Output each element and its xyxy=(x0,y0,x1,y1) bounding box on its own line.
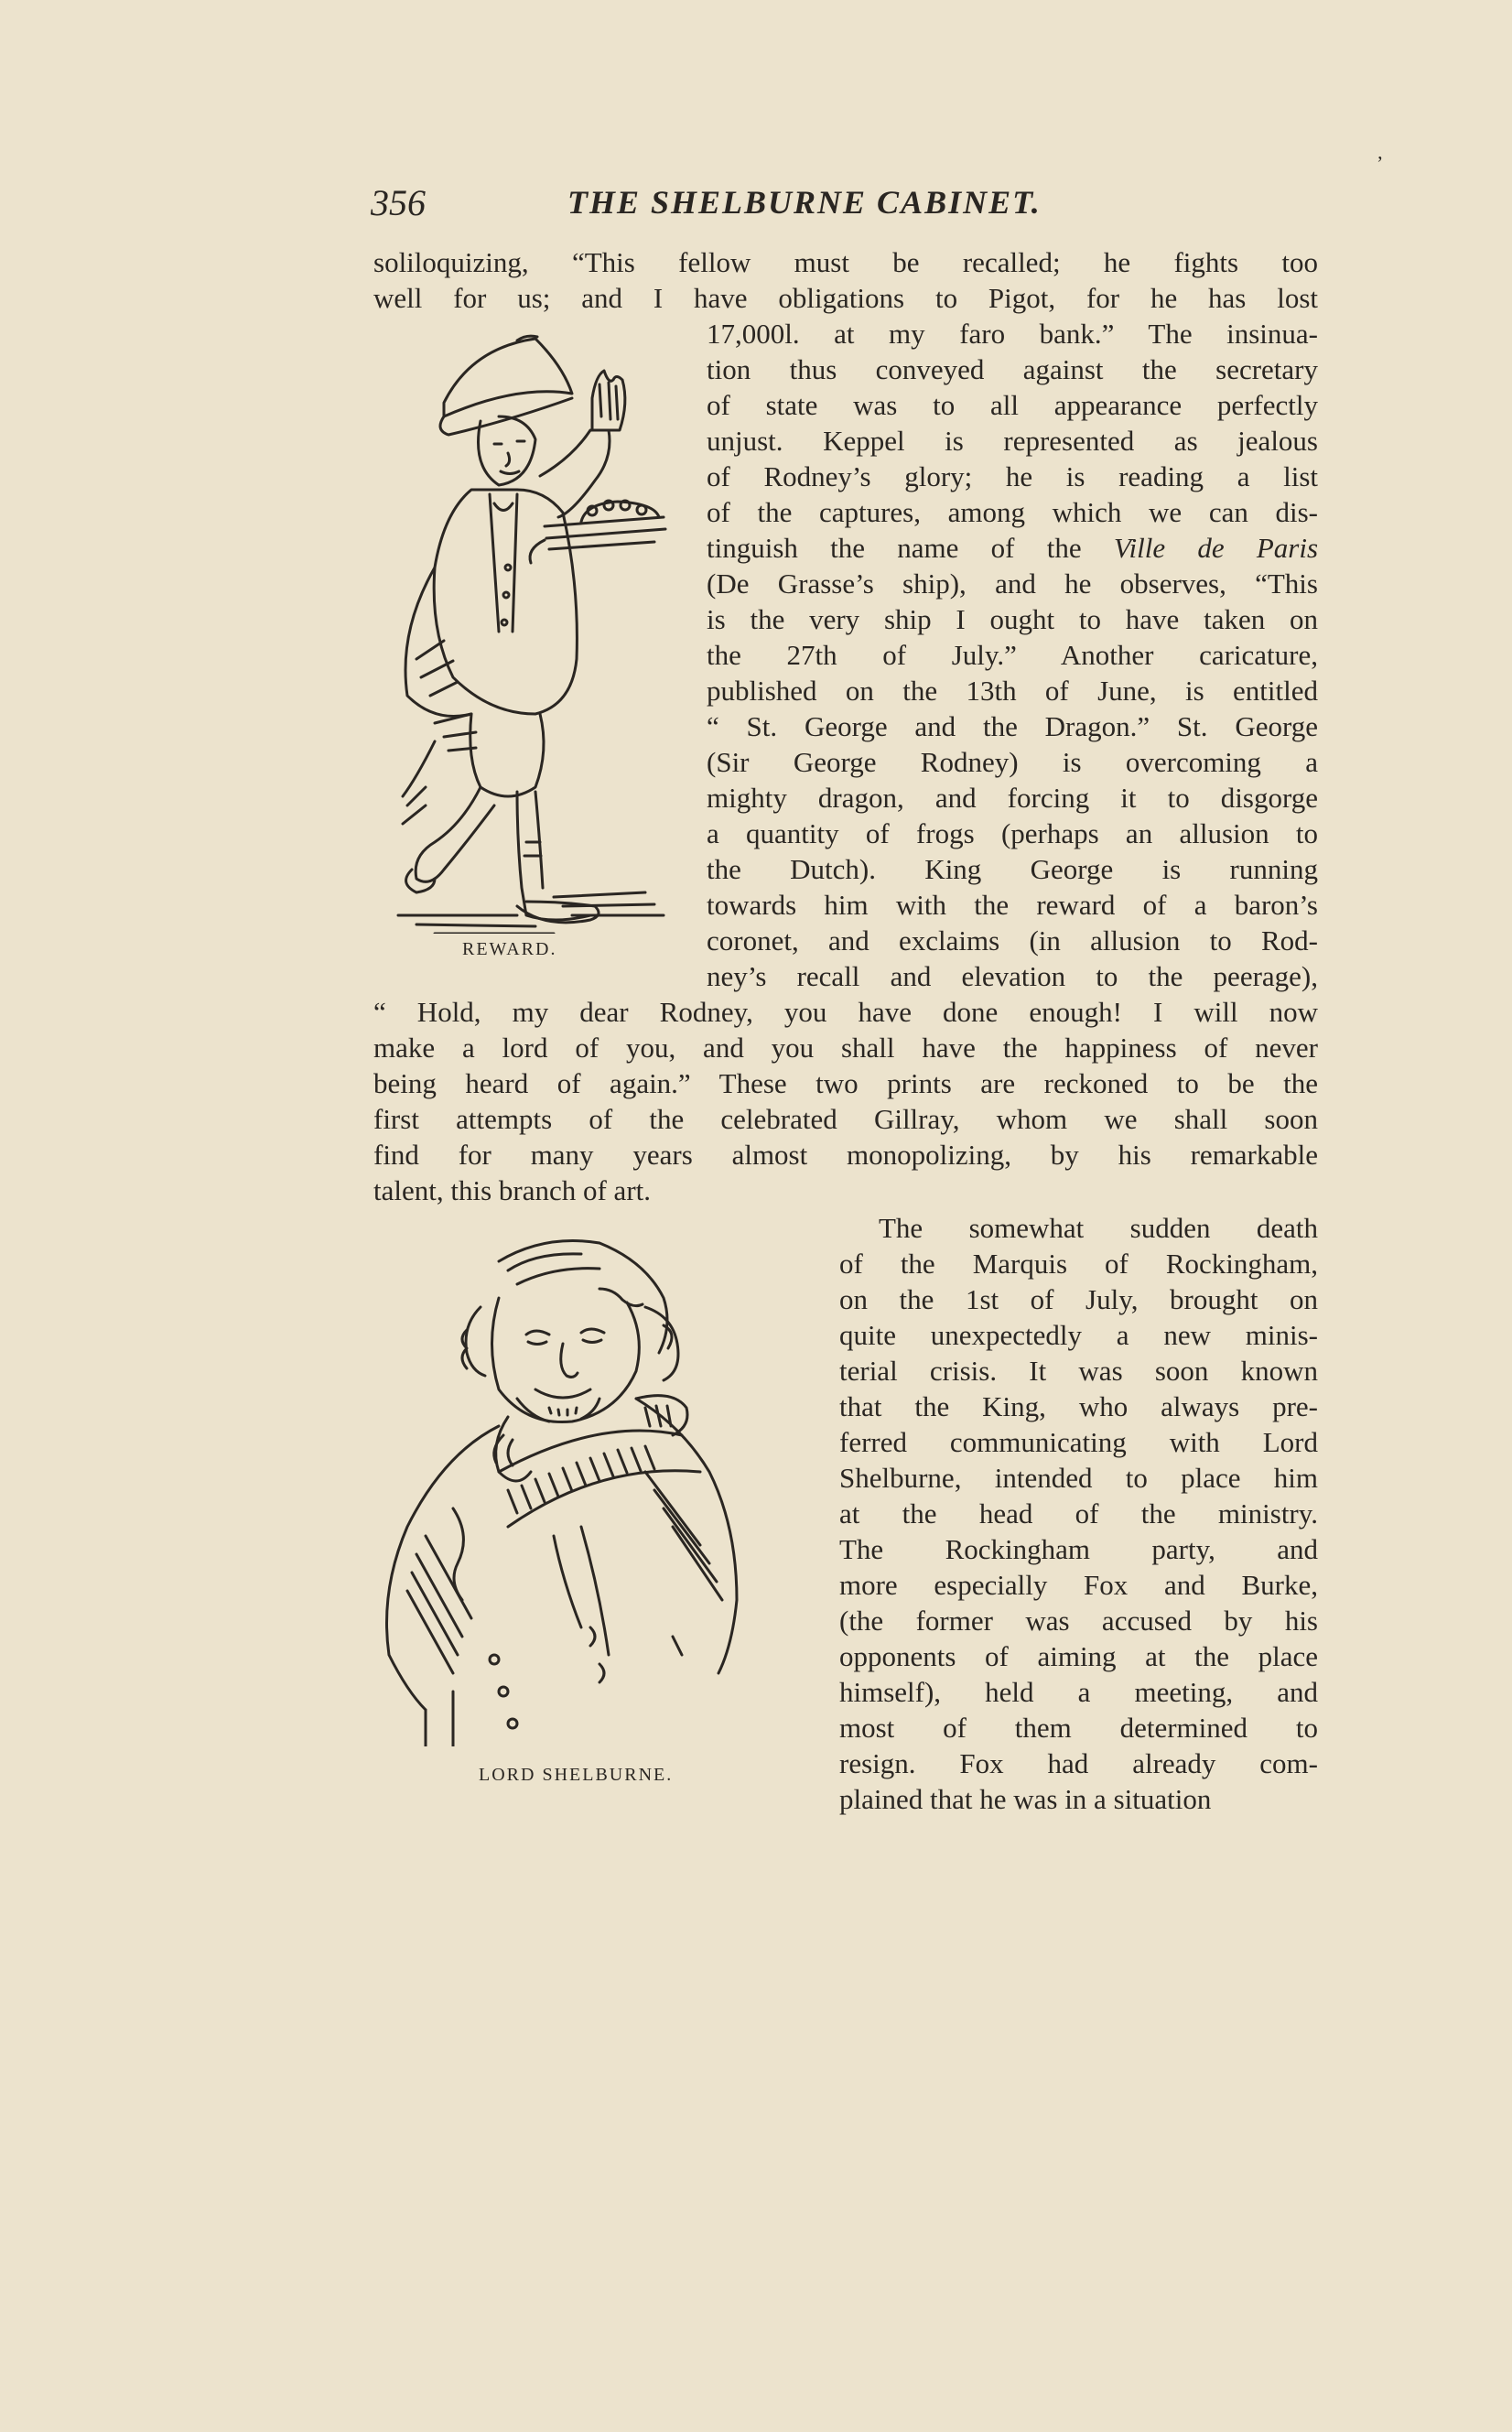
text-line: resign. Fox had already com- xyxy=(839,1747,1318,1779)
figure-caption: LORD SHELBURNE. xyxy=(479,1765,674,1785)
text-line: 17,000l. at my faro bank.” The insinua- xyxy=(707,318,1318,350)
text-line: towards him with the reward of a baron’s xyxy=(707,889,1318,921)
text-line: find for many years almost monopolizing, by his remarkable xyxy=(373,1139,1318,1171)
text-line: opponents of aiming at the place xyxy=(839,1640,1318,1672)
page-header xyxy=(371,181,1313,229)
text-line: that the King, who always pre- xyxy=(839,1390,1318,1422)
text-line: is the very ship I ought to have taken on xyxy=(707,603,1318,635)
text-line: a quantity of frogs (perhaps an allusion to xyxy=(707,817,1318,849)
ship-name: Ville de Paris xyxy=(1113,532,1319,564)
text-line: make a lord of you, and you shall have the happiness of never xyxy=(373,1032,1318,1064)
text-line: coronet, and exclaims (in allusion to Rod- xyxy=(707,924,1318,957)
text-line: “ St. George and the Dragon.” St. George xyxy=(707,710,1318,742)
text-line: quite unexpectedly a new minis- xyxy=(839,1319,1318,1351)
text-line: ferred communicating with Lord xyxy=(839,1426,1318,1458)
text-line: The Rockingham party, and xyxy=(839,1533,1318,1565)
text-line: soliloquizing, “This fellow must be recalled; he fights too xyxy=(373,246,1318,278)
reward-illustration xyxy=(380,330,682,934)
text-line: well for us; and I have obligations to Pigot, for he has lost xyxy=(373,282,1318,314)
margin-mark: ʼ xyxy=(1377,152,1384,175)
text-line: “ Hold, my dear Rodney, you have done enough! I will now xyxy=(373,996,1318,1028)
text-line: (De Grasse’s ship), and he observes, “This xyxy=(707,567,1318,600)
text-line: published on the 13th of June, is entitled xyxy=(707,675,1318,707)
text-line: Shelburne, intended to place him xyxy=(839,1462,1318,1494)
text-line: more especially Fox and Burke, xyxy=(839,1569,1318,1601)
text-line: himself), held a meeting, and xyxy=(839,1676,1318,1708)
text-line: at the head of the ministry. xyxy=(839,1497,1318,1529)
text-line: most of them determined to xyxy=(839,1712,1318,1744)
text-line: of Rodney’s glory; he is reading a list xyxy=(707,460,1318,492)
text-segment: tinguish the name of the xyxy=(707,532,1082,564)
text-line: mighty dragon, and forcing it to disgorge xyxy=(707,782,1318,814)
text-line: first attempts of the celebrated Gillray, whom we shall soon xyxy=(373,1103,1318,1135)
text-line: of the Marquis of Rockingham, xyxy=(839,1248,1318,1280)
text-line: The somewhat sudden death xyxy=(879,1212,1318,1244)
text-line: of the captures, among which we can dis- xyxy=(707,496,1318,528)
text-line: (Sir George Rodney) is overcoming a xyxy=(707,746,1318,778)
lord-shelburne-illustration xyxy=(371,1234,810,1746)
text-line: of state was to all appearance perfectly xyxy=(707,389,1318,421)
text-line: unjust. Keppel is represented as jealous xyxy=(707,425,1318,457)
text-line: being heard of again.” These two prints are reckoned to be the xyxy=(373,1067,1318,1099)
text-line: on the 1st of July, brought on xyxy=(839,1283,1318,1315)
text-line: terial crisis. It was soon known xyxy=(839,1355,1318,1387)
page-number: 356 xyxy=(371,182,426,223)
text-line: ney’s recall and elevation to the peerage), xyxy=(707,960,1318,992)
running-title: THE SHELBURNE CABINET. xyxy=(567,184,1042,221)
text-line: talent, this branch of art. xyxy=(373,1174,652,1206)
text-line: the Dutch). King George is running xyxy=(707,853,1318,885)
text-line: plained that he was in a situation xyxy=(839,1783,1212,1815)
text-line: tion thus conveyed against the secretary xyxy=(707,353,1318,385)
figure-caption: REWARD. xyxy=(462,939,557,959)
text-line: the 27th of July.” Another caricature, xyxy=(707,639,1318,671)
text-line: (the former was accused by his xyxy=(839,1605,1318,1637)
text-line xyxy=(707,531,1318,566)
